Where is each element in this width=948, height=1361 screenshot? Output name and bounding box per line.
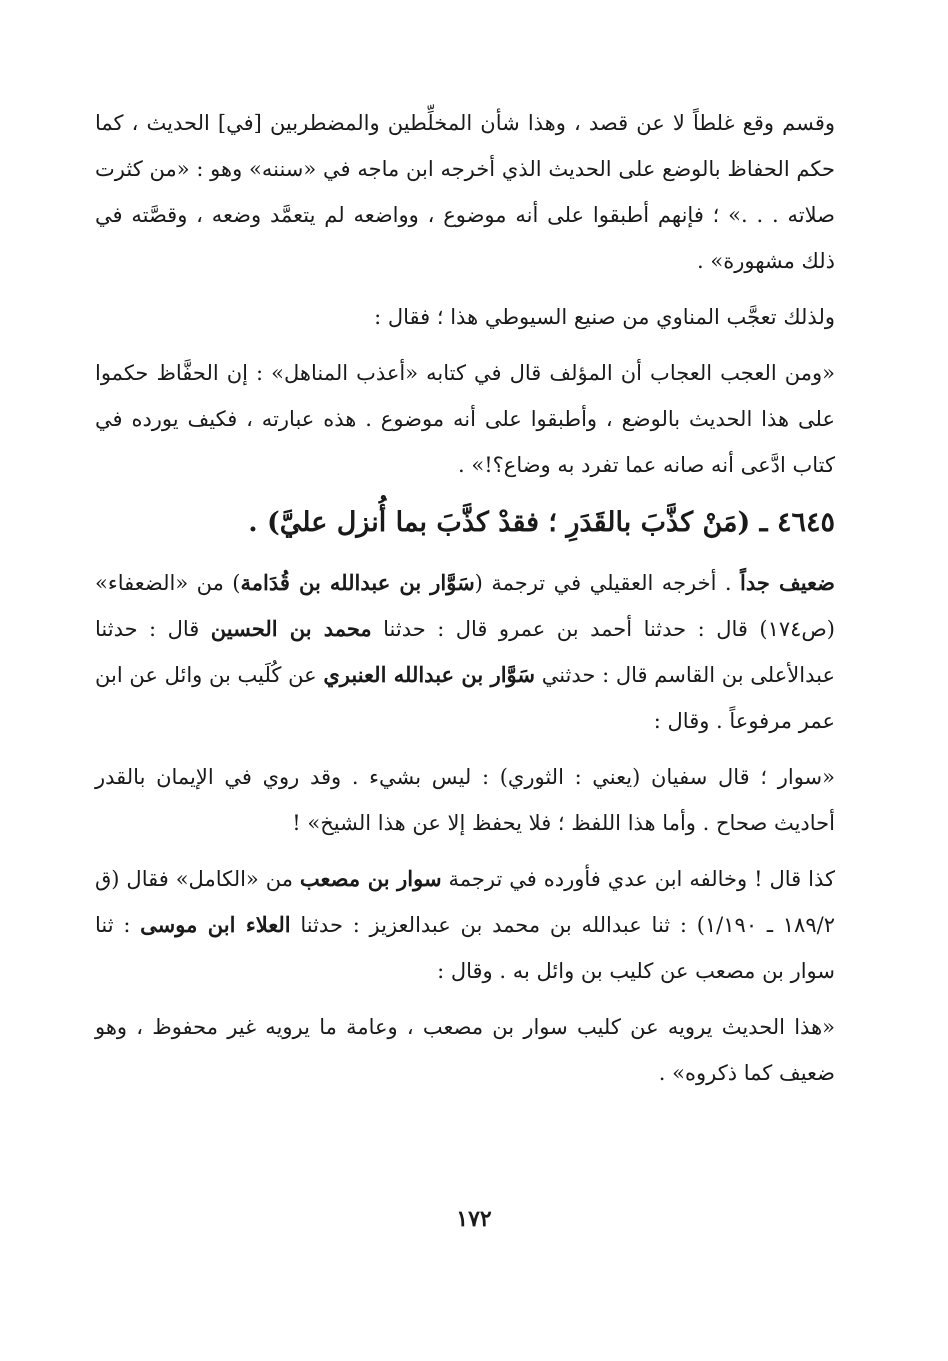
paragraph-1: وقسم وقع غلطاً لا عن قصد ، وهذا شأن المخلِّطين والمضطربين [في] الحديث ، كما حكم الحفاظ بالوضع على الحديث الذي أخرجه ابن ماجه في «سننه» وهو : «من كثرت صلاته . . .» ؛ فإنهم أطبقوا على أنه موضوع ، وواضعه لم يتعمَّد وضعه ، وقصَّته في ذلك مشهورة» .: [95, 111, 835, 273]
paragraph-5-quote: «سوار ؛ قال سفيان (يعني : الثوري) : ليس بشيء . وقد روي في الإيمان بالقدر أحاديث صحاح . وأما هذا اللفظ ؛ فلا يحفظ إلا عن هذا الشيخ» !: [95, 765, 835, 835]
p6-text-e: : ثنا سوار بن مصعب عن كليب بن وائل به . وقال :: [95, 913, 835, 983]
narrator-name-3: سَوَّار بن عبدالله العنبري: [323, 662, 535, 687]
paragraph-4: [95, 560, 835, 744]
narrator-name-5: العلاء ابن موسى: [140, 912, 291, 937]
p4-text-d: ) من «الضعفاء» (ص١٧٤) قال : حدثنا أحمد بن عمرو قال : حدثنا: [95, 571, 835, 641]
narrator-name-4: سوار بن مصعب: [299, 866, 442, 891]
narrator-name-1: سَوَّار بن عبدالله بن قُدَامة: [240, 570, 475, 595]
p6-text-c: من «الكامل» فقال (ق ١٨٩/٢ ـ ١/١٩٠) : ثنا عبدالله بن محمد بن عبدالعزيز : حدثنا: [95, 867, 835, 937]
grading-label: ضعيف جداً: [740, 570, 835, 595]
p4-text-b: . أخرجه العقيلي في ترجمة (: [474, 571, 741, 595]
p4-text-h: عن كُلَيب بن وائل عن ابن عمر مرفوعاً . وقال :: [95, 663, 835, 733]
p6-text-a: كذا قال ! وخالفه ابن عدي فأورده في ترجمة: [441, 867, 835, 891]
narrator-name-2: محمد بن الحسين: [210, 616, 372, 641]
page-number: ١٧٢: [456, 1206, 492, 1232]
p4-text-f: قال : حدثنا عبدالأعلى بن القاسم قال : حدثني: [95, 617, 835, 687]
paragraph-3-quote: «ومن العجب العجاب أن المؤلف قال في كتابه «أعذب المناهل» : إن الحفَّاظ حكموا على هذا الحديث بالوضع ، وأطبقوا على أنه موضوع . هذه عبارته ، فكيف يورده في كتاب ادَّعى أنه صانه عما تفرد به وضاع؟!» .: [95, 361, 835, 477]
page-body: [95, 100, 835, 1106]
hadith-heading: ٤٦٤٥ ـ (مَنْ كذَّبَ بالقَدَرِ ؛ فقدْ كذَّبَ بما أُنزل عليَّ) .: [248, 507, 835, 538]
paragraph-7-quote: «هذا الحديث يرويه عن كليب سوار بن مصعب ، وعامة ما يرويه غير محفوظ ، وهو ضعيف كما ذكروه» .: [95, 1015, 835, 1085]
paragraph-2: ولذلك تعجَّب المناوي من صنيع السيوطي هذا ؛ فقال :: [374, 305, 835, 329]
paragraph-6: [95, 856, 835, 994]
